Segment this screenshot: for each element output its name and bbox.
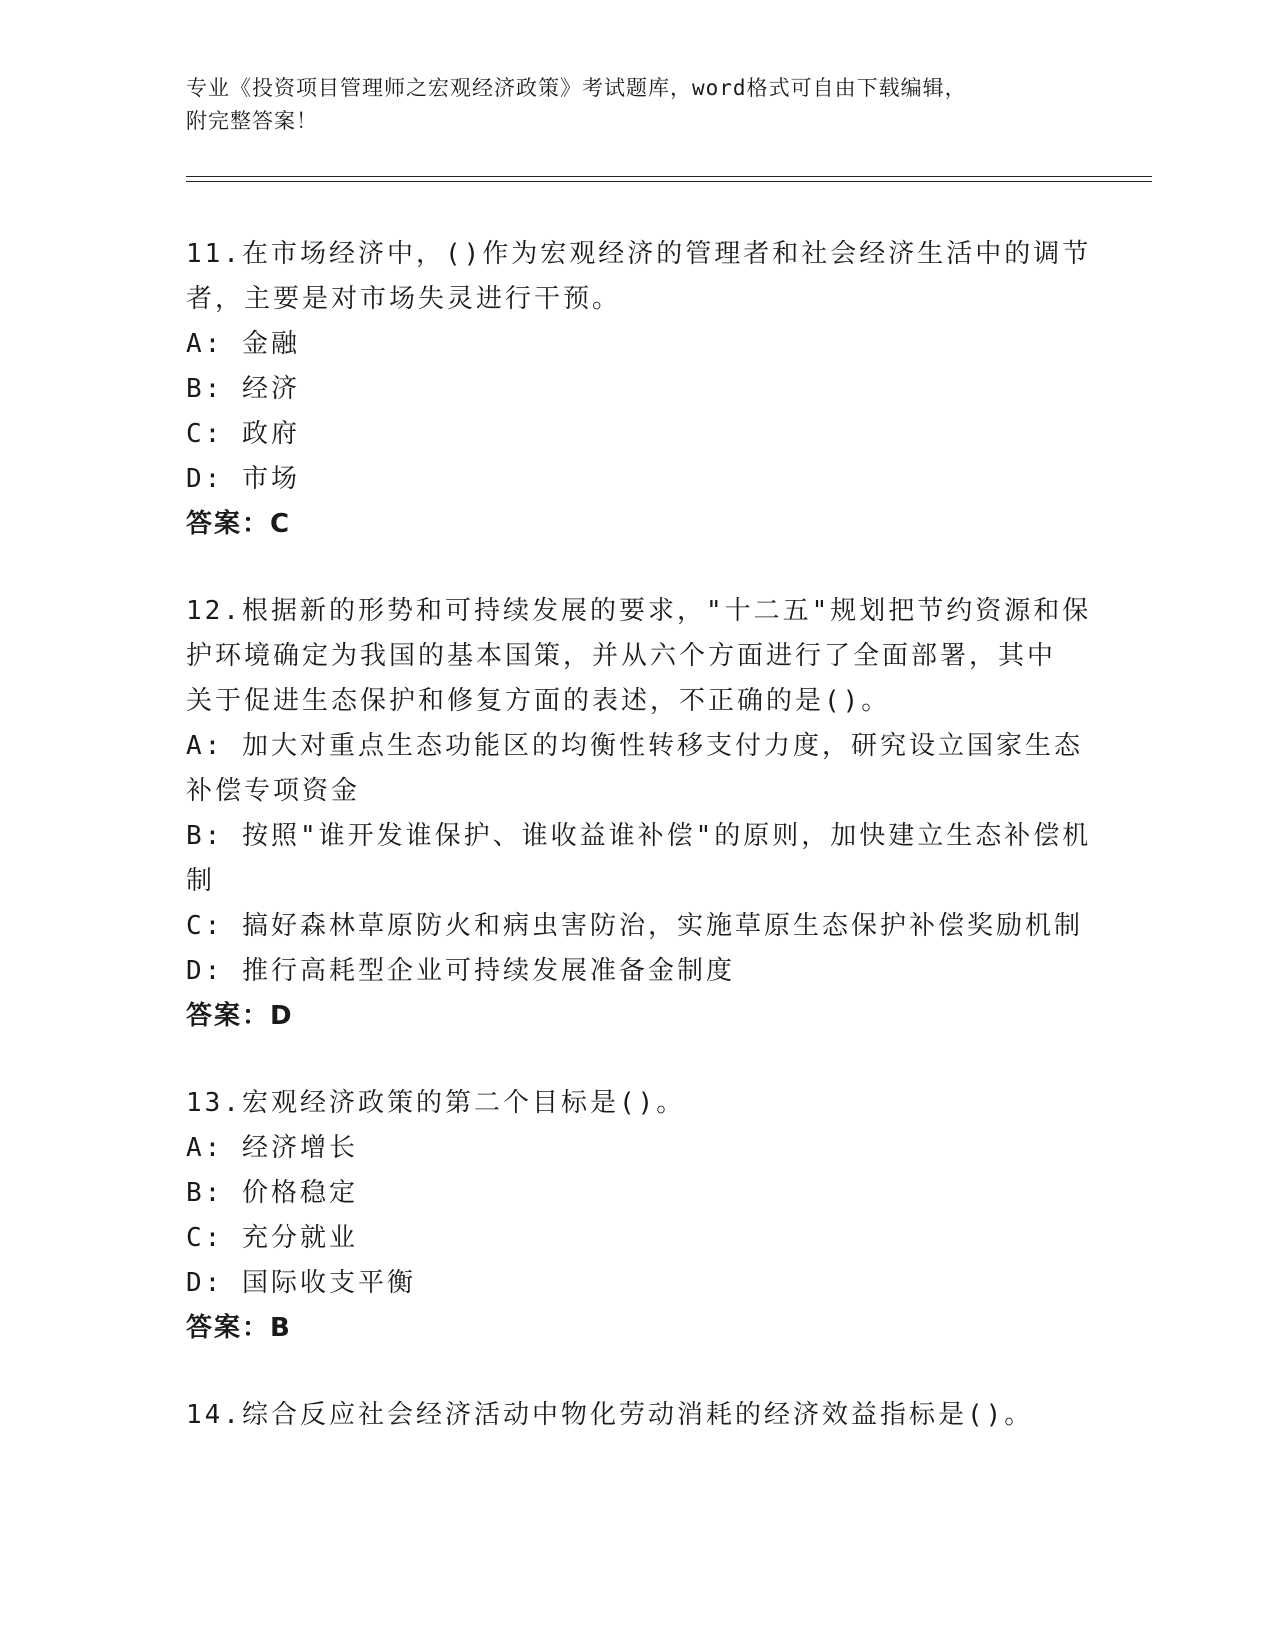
answer-line: 答案：D — [186, 1001, 294, 1031]
header-note-line: 附完整答案！ — [186, 109, 318, 133]
option-line: B: 经济 — [186, 374, 300, 404]
question-stem-line: 者，主要是对市场失灵进行干预。 — [186, 284, 622, 314]
option-line: 制 — [186, 866, 216, 896]
header-note — [186, 72, 1086, 138]
option-line: D: 市场 — [186, 464, 300, 494]
option-line: B: 按照"谁开发谁保护、谁收益谁补偿"的原则，加快建立生态补偿机 — [186, 821, 1092, 851]
answer-line: 答案：C — [186, 509, 292, 539]
question-stem-line: 14.综合反应社会经济活动中物化劳动消耗的经济效益指标是()。 — [186, 1400, 1034, 1430]
option-line: C: 政府 — [186, 419, 300, 449]
option-line: C: 搞好森林草原防火和病虫害防治，实施草原生态保护补偿奖励机制 — [186, 911, 1083, 941]
header-rule — [186, 181, 1152, 182]
answer-line: 答案：B — [186, 1313, 292, 1343]
question-stem-line: 13.宏观经济政策的第二个目标是()。 — [186, 1088, 686, 1118]
question-stem-line: 12.根据新的形势和可持续发展的要求，"十二五"规划把节约资源和保 — [186, 596, 1092, 626]
question-block — [186, 589, 1092, 1039]
option-line: D: 国际收支平衡 — [186, 1268, 416, 1298]
question-block — [186, 232, 1092, 547]
option-line: D: 推行高耗型企业可持续发展准备金制度 — [186, 956, 735, 986]
option-line: B: 价格稳定 — [186, 1178, 358, 1208]
option-line: 补偿专项资金 — [186, 776, 361, 806]
question-block — [186, 1393, 1086, 1438]
option-line: A: 金融 — [186, 329, 300, 359]
question-stem-line: 护环境确定为我国的基本国策，并从六个方面进行了全面部署，其中 — [186, 641, 1057, 671]
option-line: C: 充分就业 — [186, 1223, 358, 1253]
question-stem-line: 关于促进生态保护和修复方面的表述，不正确的是()。 — [186, 686, 891, 716]
header-rule — [186, 176, 1152, 177]
option-line: A: 经济增长 — [186, 1133, 358, 1163]
question-stem-line: 11.在市场经济中，()作为宏观经济的管理者和社会经济生活中的调节 — [186, 239, 1092, 269]
header-note-line: 专业《投资项目管理师之宏观经济政策》考试题库，word格式可自由下载编辑， — [186, 76, 967, 100]
option-line: A: 加大对重点生态功能区的均衡性转移支付力度，研究设立国家生态 — [186, 731, 1083, 761]
question-list — [186, 232, 1092, 1480]
question-block — [186, 1081, 1086, 1351]
